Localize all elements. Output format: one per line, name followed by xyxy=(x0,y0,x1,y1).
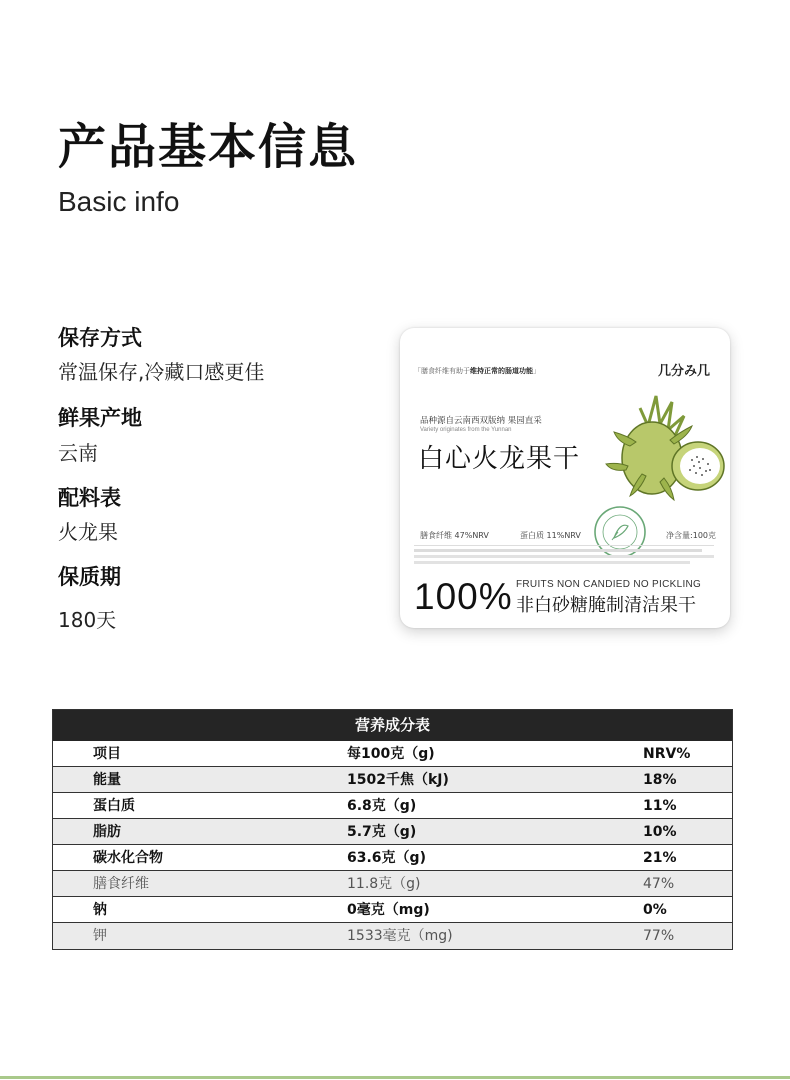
product-package-image xyxy=(400,328,730,628)
row-amount: 0毫克（mg) xyxy=(347,902,430,918)
column-item-header: 项目 xyxy=(93,746,121,762)
table-row xyxy=(53,793,732,819)
package-protein: 蛋白质 11%NRV xyxy=(520,531,581,540)
row-nrv: 11% xyxy=(643,798,677,814)
row-nrv: 21% xyxy=(643,850,677,866)
nutrition-table xyxy=(52,709,733,950)
package-product-name: 白心火龙果干 xyxy=(418,444,581,474)
row-amount: 63.6克（g) xyxy=(347,850,426,866)
package-origin-en: Variety originates from the Yunnan xyxy=(420,427,512,433)
row-nrv: 18% xyxy=(643,772,677,788)
row-amount: 1502千焦（kJ) xyxy=(347,772,449,788)
row-nrv: 10% xyxy=(643,824,677,840)
nutrition-table-title: 营养成分表 xyxy=(53,710,732,741)
row-item: 能量 xyxy=(93,772,121,788)
row-item: 脂肪 xyxy=(93,824,121,840)
row-item: 钠 xyxy=(93,902,107,918)
ingredients-value: 火龙果 xyxy=(58,520,118,544)
dragon-fruit-illustration-icon xyxy=(600,386,730,506)
package-big-percent: 100% xyxy=(414,576,513,617)
table-row xyxy=(53,871,732,897)
table-row xyxy=(53,897,732,923)
row-nrv: 0% xyxy=(643,902,667,918)
row-amount: 5.7克（g) xyxy=(347,824,417,840)
package-brand-logo: 几分み几 xyxy=(657,364,710,379)
column-amount-header: 每100克（g) xyxy=(347,746,435,762)
column-nrv-header: NRV% xyxy=(643,746,691,762)
row-amount: 6.8克（g) xyxy=(347,798,417,814)
ingredients-label: 配料表 xyxy=(58,486,121,510)
package-fine-print xyxy=(414,545,714,564)
table-row xyxy=(53,923,732,949)
shelf-life-value: 180天 xyxy=(58,608,117,632)
row-item: 膳食纤维 xyxy=(93,876,149,892)
row-item: 蛋白质 xyxy=(93,798,135,814)
page-title: 产品基本信息 xyxy=(58,119,359,175)
package-fiber: 膳食纤维 47%NRV xyxy=(420,531,489,540)
storage-value: 常温保存,冷藏口感更佳 xyxy=(58,360,265,384)
storage-label: 保存方式 xyxy=(58,326,142,350)
row-nrv: 47% xyxy=(643,876,675,892)
page-subtitle: Basic info xyxy=(58,186,180,217)
row-item: 钾 xyxy=(93,928,107,944)
package-net-content: 净含量:100克 xyxy=(666,531,716,540)
package-claim-cn: 非白砂糖腌制清洁果干 xyxy=(516,595,696,616)
row-amount: 11.8克（g) xyxy=(347,876,421,892)
row-amount: 1533毫克（mg) xyxy=(347,928,453,944)
origin-label: 鲜果产地 xyxy=(58,406,142,430)
table-row xyxy=(53,845,732,871)
bottom-accent-line xyxy=(0,1076,790,1079)
row-item: 碳水化合物 xyxy=(93,850,163,866)
table-row xyxy=(53,767,732,793)
origin-value: 云南 xyxy=(58,441,98,465)
row-nrv: 77% xyxy=(643,928,675,944)
shelf-life-label: 保质期 xyxy=(58,565,121,589)
package-origin: 品种源自云南西双版纳 果园直采 xyxy=(420,416,542,426)
table-row xyxy=(53,819,732,845)
package-claim-en: FRUITS NON CANDIED NO PICKLING xyxy=(516,579,702,590)
nutrition-table-header-row xyxy=(53,741,732,767)
package-top-note: 「膳食纤维有助于维持正常的肠道功能」 xyxy=(414,367,540,375)
